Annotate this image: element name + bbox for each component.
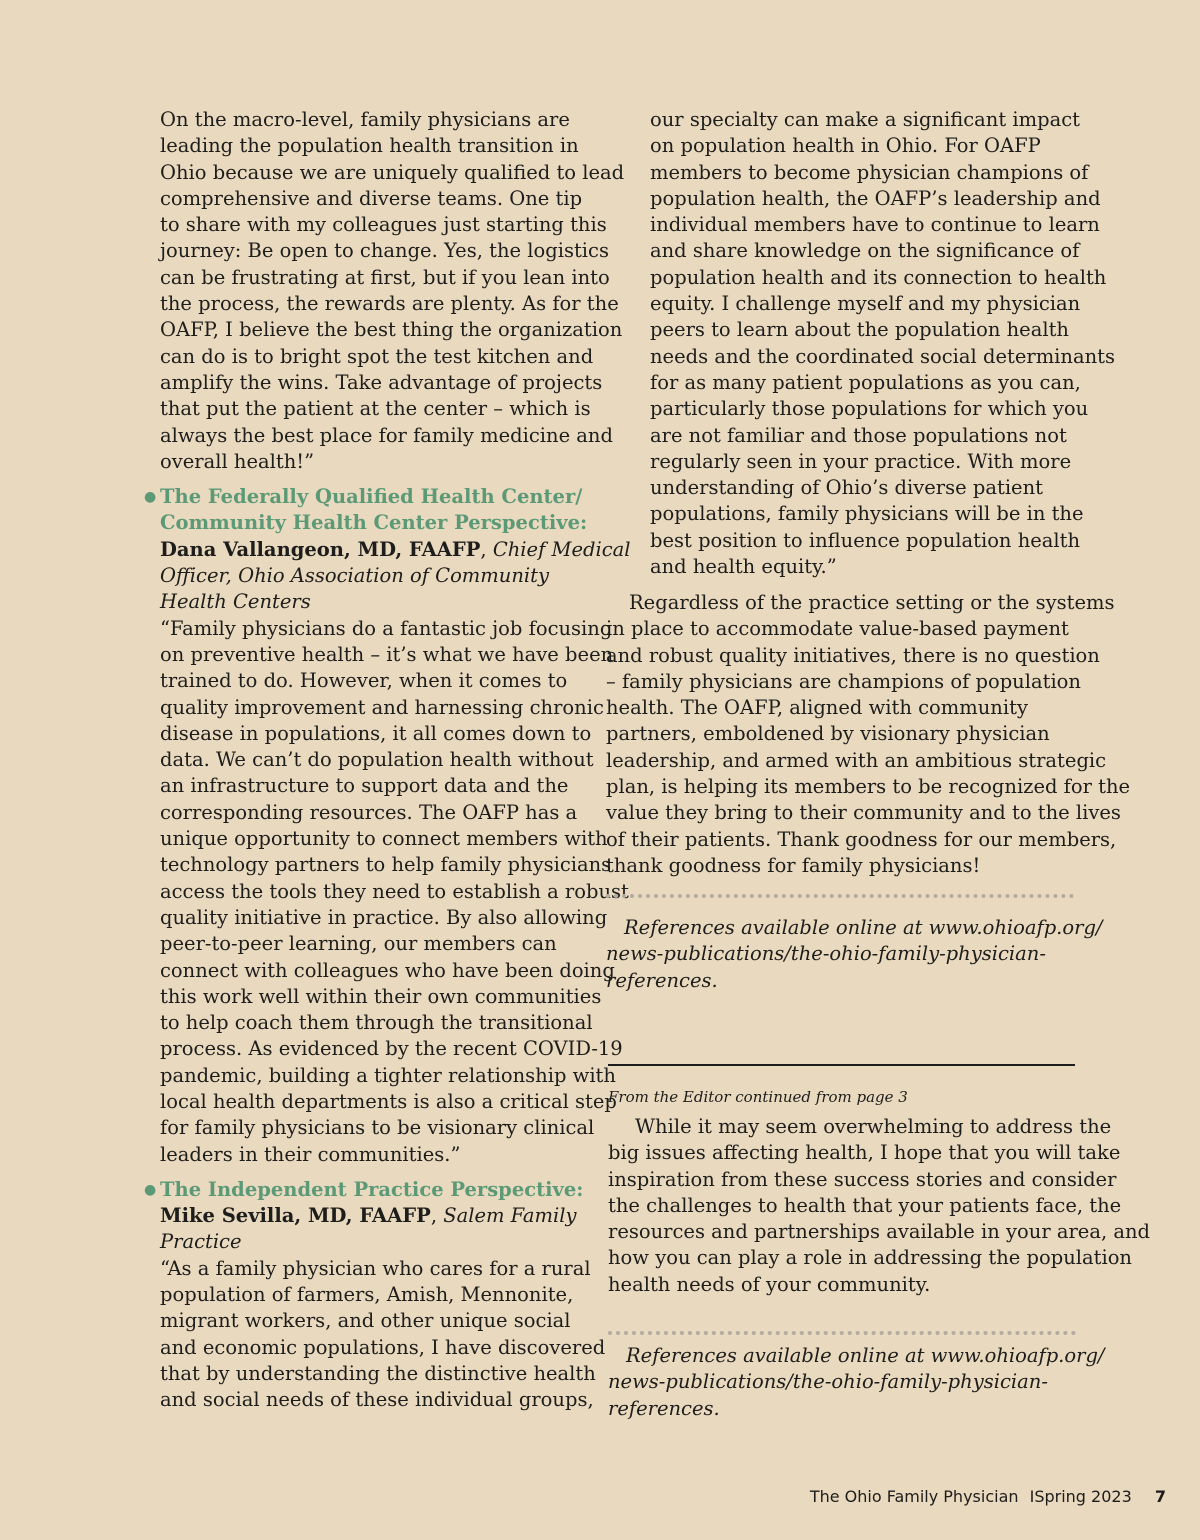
text-line: While it may seem overwhelming to address the	[635, 1115, 1112, 1138]
quote-line: pandemic, building a tighter relationship with	[160, 1063, 616, 1087]
text-line: plan, is helping its members to be recognized for the	[606, 775, 1131, 799]
quote-line: leaders in their communities.”	[160, 1142, 461, 1166]
quote-line: an infrastructure to support data and the	[160, 774, 569, 798]
quote-line: “As a family physician who cares for a rural	[160, 1256, 591, 1280]
dotted-divider	[608, 1331, 1076, 1335]
quote-line: our specialty can make a significant impact	[650, 108, 1080, 131]
issue-label: Spring 2023	[1034, 1487, 1132, 1506]
quote-line: are not familiar and those populations not	[650, 423, 1067, 447]
author-title: Chief Medical	[492, 537, 631, 561]
quote-line: understanding of Ohio’s diverse patient	[650, 476, 1043, 500]
quote-line: access the tools they need to establish a robust	[160, 879, 629, 903]
reference-line: References available online at www.ohioafp.org/	[624, 916, 1103, 939]
text-line: On the macro-level, family physicians are	[160, 108, 570, 131]
quote-line: populations, family physicians will be in the	[650, 502, 1084, 526]
quote-line: best position to influence population health	[650, 528, 1081, 552]
author-title: Health Centers	[160, 590, 311, 614]
quote-line: on preventive health – it’s what we have been	[160, 642, 614, 666]
text-line: the process, the rewards are plenty. As for the	[160, 292, 619, 316]
left-column	[144, 107, 631, 1414]
text-line: amplify the wins. Take advantage of projects	[160, 370, 603, 394]
quote-line: on population health in Ohio. For OAFP	[650, 134, 1041, 158]
text-line: to share with my colleagues just starting this	[160, 213, 607, 237]
quote-line: this work well within their own communities	[160, 984, 602, 1008]
quote-line: peer-to-peer learning, our members can	[160, 932, 557, 956]
dotted-divider	[606, 894, 1074, 898]
text-line: can do is to bright spot the test kitchen and	[160, 344, 594, 368]
quote-line: “Family physicians do a fantastic job focusing	[160, 616, 613, 640]
text-line: comprehensive and diverse teams. One tip	[160, 186, 583, 210]
reference-line: news-publications/the-ohio-family-physician-	[606, 942, 1046, 966]
text-line: health. The OAFP, aligned with community	[606, 696, 1028, 720]
quote-line: population health, the OAFP’s leadership and	[650, 186, 1101, 210]
quote-line: quality improvement and harnessing chronic	[160, 695, 604, 719]
text-line: – family physicians are champions of population	[606, 669, 1081, 693]
page-footer	[810, 1487, 1166, 1506]
quote-line: disease in populations, it all comes down to	[160, 721, 592, 745]
quote-line: data. We can’t do population health without	[160, 748, 594, 772]
quote-line: unique opportunity to connect members with	[160, 827, 608, 851]
quote-continued	[650, 107, 1116, 580]
quote-line: and share knowledge on the significance of	[650, 239, 1080, 263]
quote-line: migrant workers, and other unique social	[160, 1309, 571, 1333]
publication-name: The Ohio Family Physician	[809, 1487, 1019, 1506]
references-note	[606, 915, 1103, 994]
quote-line: local health departments is also a critical step	[160, 1089, 617, 1113]
author-title: Practice	[160, 1230, 242, 1254]
quote-line: individual members have to continue to learn	[650, 213, 1100, 237]
quote-line: quality initiative in practice. By also allowing	[160, 905, 608, 929]
text-line: can be frustrating at first, but if you lean into	[160, 265, 610, 289]
quote-line: and economic populations, I have discovered	[160, 1335, 606, 1359]
quote-line: technology partners to help family physicians	[160, 853, 612, 877]
quote-line: and social needs of these individual groups,	[160, 1388, 594, 1412]
quote-line: members to become physician champions of	[650, 160, 1089, 184]
quote-line: to help coach them through the transitional	[160, 1011, 593, 1035]
quote-line: for as many patient populations as you can,	[650, 370, 1081, 394]
section-rule	[608, 1064, 1075, 1066]
editor-continued-label: From the Editor continued from page 3	[608, 1088, 908, 1106]
author-line: Mike Sevilla, MD, FAAFP, Salem Family	[160, 1204, 577, 1228]
text-line: in place to accommodate value-based payment	[606, 617, 1069, 641]
text-line: big issues affecting health, I hope that you will take	[608, 1141, 1121, 1165]
quote-line: corresponding resources. The OAFP has a	[160, 800, 578, 824]
text-line: partners, emboldened by visionary physician	[606, 722, 1050, 746]
quote-line: equity. I challenge myself and my physician	[650, 292, 1081, 316]
text-line: always the best place for family medicine and	[160, 423, 613, 447]
intro-paragraph	[160, 107, 625, 475]
text-line: that put the patient at the center – which is	[160, 397, 591, 421]
text-line: journey: Be open to change. Yes, the logistics	[160, 239, 609, 263]
quote-line: particularly those populations for which you	[650, 397, 1089, 421]
text-line: and robust quality initiatives, there is no question	[606, 643, 1100, 667]
text-line: resources and partnerships available in your area, and	[608, 1220, 1151, 1244]
text-line: leading the population health transition in	[160, 134, 579, 158]
quote-line: for family physicians to be visionary clinical	[160, 1116, 595, 1140]
quote-line: that by understanding the distinctive health	[160, 1361, 596, 1385]
quote-line: population of farmers, Amish, Mennonite,	[160, 1283, 574, 1307]
reference-line: references.	[606, 968, 718, 992]
conclusion-paragraph	[606, 590, 1131, 879]
author-title: Officer, Ohio Association of Community	[160, 564, 549, 588]
bullet-icon: ●	[144, 489, 157, 506]
text-line: how you can play a role in addressing the population	[608, 1246, 1132, 1270]
quote-line: population health and its connection to health	[650, 265, 1107, 289]
bullet-icon: ●	[144, 1181, 157, 1198]
quote-line: needs and the coordinated social determinants	[650, 344, 1116, 368]
text-line: the challenges to health that your patients face, the	[608, 1193, 1122, 1217]
reference-line: references.	[608, 1396, 720, 1420]
quote-line: connect with colleagues who have been doing	[160, 958, 615, 982]
quote-line: process. As evidenced by the recent COVID-19	[160, 1037, 623, 1061]
independent-perspective	[144, 1177, 606, 1414]
footer-separator: I	[1029, 1487, 1035, 1506]
author-title: Salem Family	[443, 1204, 577, 1228]
fqhc-perspective	[144, 484, 631, 1168]
quote-line: peers to learn about the population health	[650, 318, 1069, 342]
text-line: Regardless of the practice setting or the systems	[629, 591, 1115, 614]
reference-line: news-publications/the-ohio-family-physician-	[608, 1370, 1048, 1394]
section-heading: Community Health Center Perspective:	[160, 511, 588, 535]
text-line: health needs of your community.	[608, 1272, 931, 1296]
text-line: Ohio because we are uniquely qualified to lead	[160, 160, 625, 184]
references-note	[608, 1343, 1105, 1422]
text-line: thank goodness for family physicians!	[606, 853, 981, 877]
author-name: Dana Vallangeon, MD, FAAFP	[160, 537, 481, 561]
text-line: inspiration from these success stories and consider	[608, 1167, 1117, 1191]
quote-line: and health equity.”	[650, 555, 837, 579]
text-line: leadership, and armed with an ambitious strategic	[606, 748, 1107, 772]
text-line: of their patients. Thank goodness for our members,	[606, 827, 1117, 851]
text-line: overall health!”	[160, 449, 315, 473]
quote-line: regularly seen in your practice. With more	[650, 449, 1072, 473]
quote-line: trained to do. However, when it comes to	[160, 669, 568, 693]
author-name: Mike Sevilla, MD, FAAFP	[160, 1204, 431, 1228]
text-line: value they bring to their community and to the lives	[606, 801, 1121, 825]
editor-paragraph	[608, 1114, 1151, 1298]
page-number: 7	[1154, 1487, 1166, 1506]
author-line: Dana Vallangeon, MD, FAAFP, Chief Medical	[160, 537, 631, 561]
section-heading: The Independent Practice Perspective:	[160, 1177, 584, 1201]
text-line: OAFP, I believe the best thing the organization	[160, 318, 623, 342]
section-heading: The Federally Qualified Health Center/	[160, 485, 583, 509]
reference-line: References available online at www.ohioafp.org/	[626, 1344, 1105, 1367]
